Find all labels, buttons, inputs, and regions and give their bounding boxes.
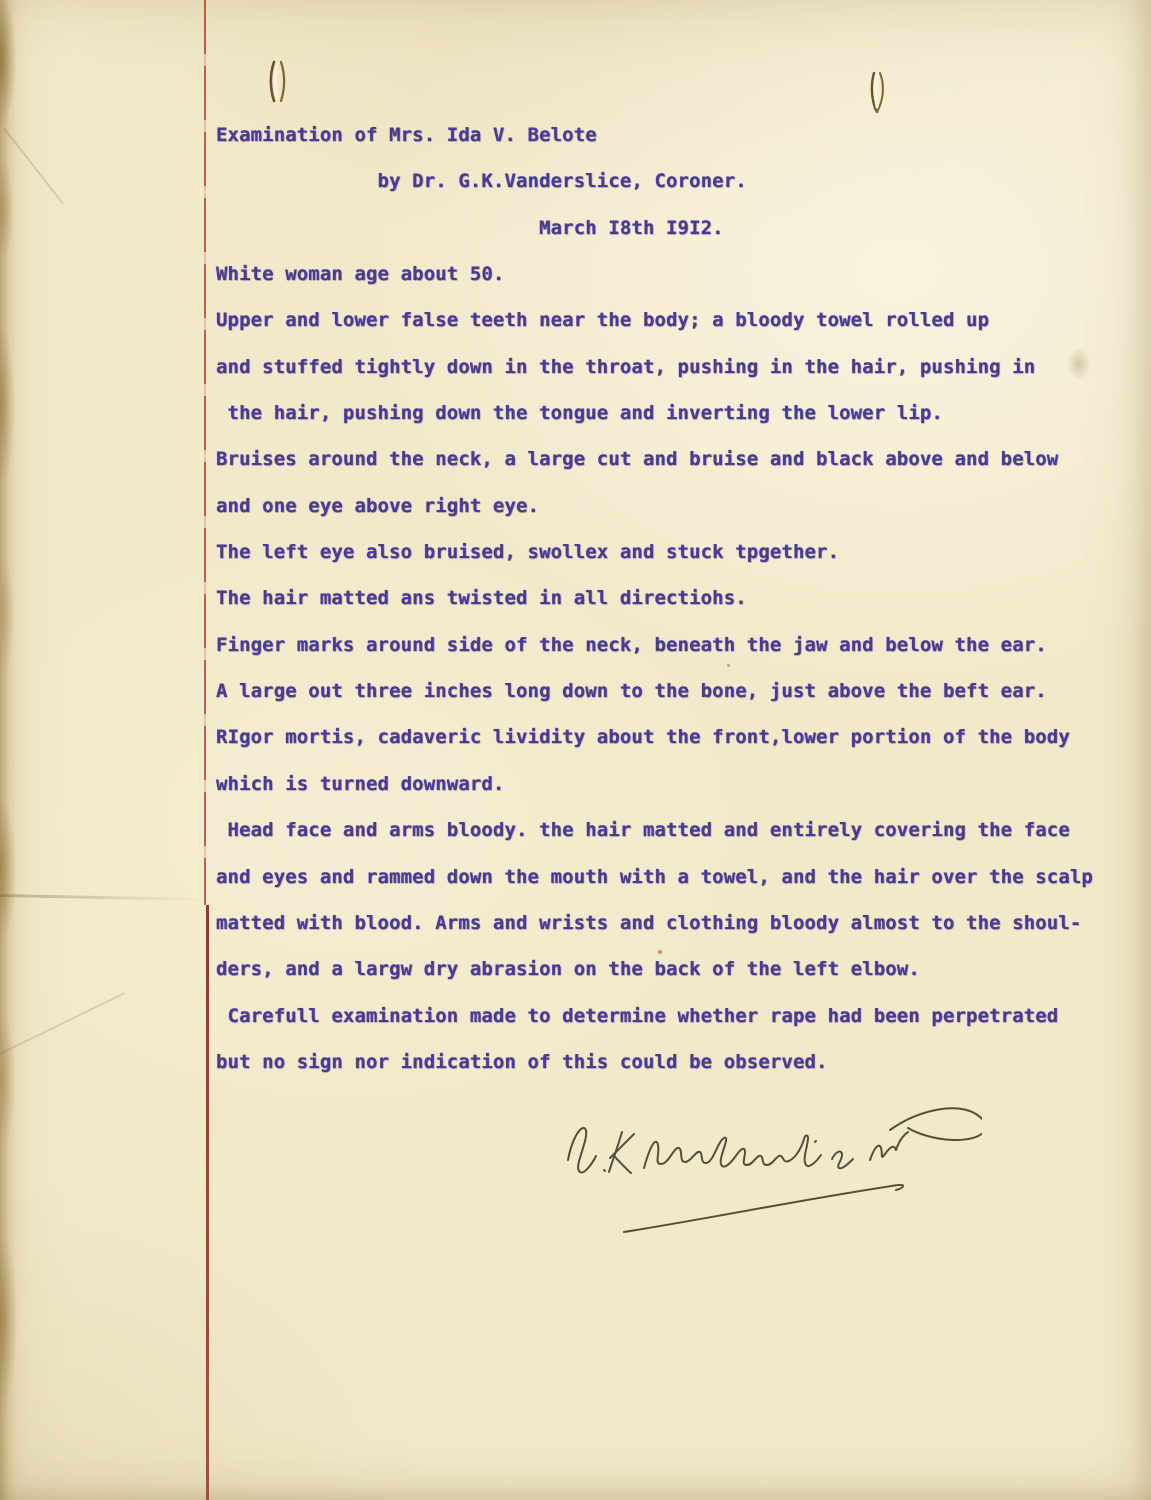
torn-paper-edge bbox=[0, 0, 30, 1500]
typed-line: and one eye above right eye. bbox=[216, 494, 540, 517]
typed-line: The hair matted ans twisted in all directiohs. bbox=[216, 587, 747, 610]
typed-line: March I8th I9I2. bbox=[216, 216, 724, 239]
punch-mark-icon bbox=[262, 56, 292, 108]
typed-line: ders, and a largw dry abrasion on the back of the left elbow. bbox=[216, 958, 920, 981]
typed-line: White woman age about 50. bbox=[216, 263, 505, 286]
typed-line: Examination of Mrs. Ida V. Belote bbox=[216, 124, 597, 146]
typed-line: Finger marks around side of the neck, beneath the jaw and below the ear. bbox=[216, 633, 1047, 656]
typed-line: Bruises around the neck, a large cut and bruise and black above and below bbox=[216, 448, 1059, 471]
typed-line: which is turned downward. bbox=[216, 772, 505, 795]
typed-line: Head face and arms bloody. the hair matted and entirely covering the face bbox=[216, 819, 1070, 842]
typed-line: the hair, pushing down the tongue and inverting the lower lip. bbox=[216, 402, 943, 425]
red-margin-line-lower bbox=[206, 905, 209, 1500]
coroner-signature bbox=[552, 1094, 982, 1246]
typed-text-block bbox=[216, 112, 1121, 1085]
typed-line: The left eye also bruised, swollex and stuck tpgether. bbox=[216, 541, 840, 564]
typed-line: and eyes and rammed down the mouth with a towel, and the hair over the scalp bbox=[216, 865, 1093, 888]
typed-line: A large out three inches long down to the bone, just above the beft ear. bbox=[216, 680, 1047, 703]
typed-line: RIgor mortis, cadaveric lividity about the front,lower portion of the body bbox=[216, 726, 1070, 749]
punch-mark-icon bbox=[862, 68, 892, 118]
typed-line: by Dr. G.K.Vanderslice, Coroner. bbox=[216, 170, 747, 193]
red-margin-line bbox=[204, 0, 206, 905]
typed-line: but no sign nor indication of this could be observed. bbox=[216, 1050, 828, 1073]
typed-line: Carefull examination made to determine whether rape had been perpetrated bbox=[216, 1004, 1059, 1027]
typed-line: and stuffed tightly down in the throat, pushing in the hair, pushing in bbox=[216, 355, 1036, 378]
paper-crease bbox=[0, 894, 206, 901]
typed-line: Upper and lower false teeth near the body; a bloody towel rolled up bbox=[216, 309, 990, 332]
typed-line: matted with blood. Arms and wrists and clothing bloody almost to the shoul- bbox=[216, 911, 1082, 934]
